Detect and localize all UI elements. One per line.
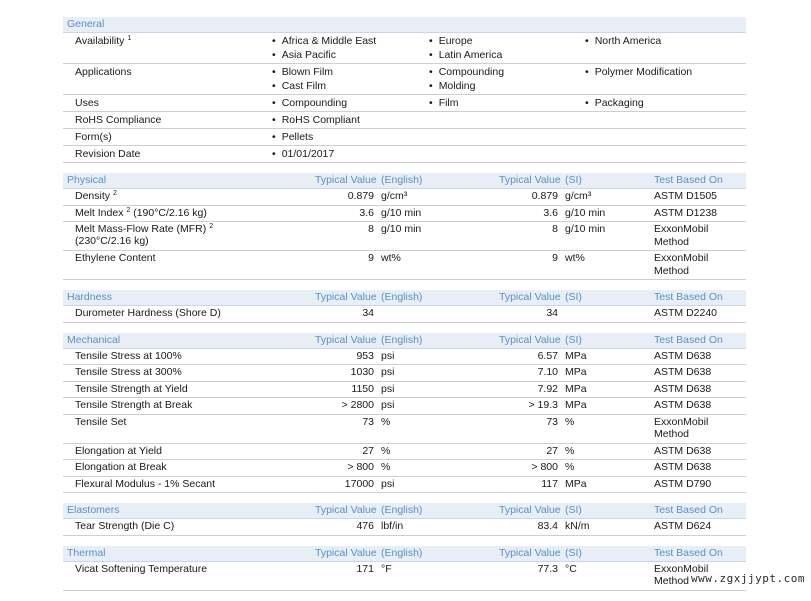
watermark: www.zgxjjypt.com xyxy=(691,572,805,585)
test-method-header: Test Based On xyxy=(654,174,723,186)
english-value: 9 xyxy=(368,252,374,264)
row-label: Form(s) xyxy=(75,131,112,143)
english-value: 17000 xyxy=(344,477,374,490)
english-unit: % xyxy=(381,415,391,428)
si-unit: % xyxy=(565,415,575,428)
si-units-header: (SI) xyxy=(565,504,582,516)
typical-value-header: Typical Value xyxy=(499,333,561,346)
si-value: 73 xyxy=(546,415,558,428)
english-value: 476 xyxy=(356,520,374,532)
section-header xyxy=(63,290,746,306)
english-value: 1030 xyxy=(350,366,374,378)
english-value: 1150 xyxy=(351,382,374,395)
si-units-header: (SI) xyxy=(565,546,582,559)
si-value: 34 xyxy=(546,307,558,319)
si-unit: °C xyxy=(565,562,577,575)
general-value-item: • Pellets xyxy=(272,131,313,143)
property-name: Melt Index $^2$ (190°C/2.16 kg) xyxy=(75,206,207,219)
si-value: 83.4 xyxy=(537,520,558,532)
english-units-header: (English) xyxy=(381,291,423,303)
english-unit: psi xyxy=(381,349,395,362)
english-unit: psi xyxy=(381,477,395,490)
si-unit: % xyxy=(565,461,575,473)
test-method: ASTM D624 xyxy=(654,520,712,532)
row-label: Availability $^1$ xyxy=(75,35,132,47)
general-value-item: • Molding xyxy=(429,80,475,92)
english-unit: psi xyxy=(381,382,395,395)
property-row xyxy=(63,398,746,415)
si-value: 6.57 xyxy=(537,349,558,362)
si-unit: g/10 min xyxy=(565,223,606,235)
general-value-item: • Latin America xyxy=(429,49,502,61)
physical-section xyxy=(63,173,746,280)
si-value: 27 xyxy=(546,444,558,457)
si-unit: MPa xyxy=(565,349,587,362)
row-label: Uses xyxy=(75,97,99,109)
test-method: ASTM D638 xyxy=(654,382,712,395)
elastomers-section xyxy=(63,503,746,536)
property-name: Elongation at Yield xyxy=(75,444,162,457)
english-value: 34 xyxy=(362,307,374,319)
test-method: ExxonMobil xyxy=(654,415,709,428)
si-value: > 800 xyxy=(531,461,558,473)
property-name: Tensile Strength at Break xyxy=(75,399,193,411)
si-unit: MPa xyxy=(565,399,587,411)
typical-value-header: Typical Value xyxy=(315,546,377,559)
row-label: Revision Date xyxy=(75,148,141,160)
general-value-item: • Cast Film xyxy=(272,80,326,92)
general-value-item: • North America xyxy=(585,35,661,47)
si-value: 0.879 xyxy=(531,190,558,202)
property-name: Tear Strength (Die C) xyxy=(75,520,175,532)
english-value: 73 xyxy=(362,415,374,428)
test-method-header: Test Based On xyxy=(654,504,723,516)
english-value: > 800 xyxy=(347,461,374,473)
test-method: Method xyxy=(654,264,690,277)
section-title: Mechanical xyxy=(67,333,121,346)
test-method-header: Test Based On xyxy=(654,546,723,559)
general-value-item: • Europe xyxy=(429,35,473,47)
test-method: ExxonMobil xyxy=(654,562,709,575)
section-title: General xyxy=(67,18,105,30)
property-name: Durometer Hardness (Shore D) xyxy=(75,307,221,319)
section-header xyxy=(63,173,746,189)
property-name: Tensile Strength at Yield xyxy=(75,382,188,395)
general-value-item: • Africa & Middle East xyxy=(272,35,376,47)
si-units-header: (SI) xyxy=(565,333,582,346)
test-method: ASTM D638 xyxy=(654,461,712,473)
english-value: > 2800 xyxy=(341,399,374,411)
property-name: Tensile Set xyxy=(75,415,127,428)
general-value-item: • 01/01/2017 xyxy=(272,148,334,160)
si-unit: wt% xyxy=(565,252,585,264)
property-name: Melt Mass-Flow Rate (MFR) $^2$ (230°C/2.16 kg) xyxy=(75,223,214,247)
footnote-ref: 2 xyxy=(209,223,214,230)
general-value-item: • Asia Pacific xyxy=(272,49,336,61)
english-unit: wt% xyxy=(381,252,401,264)
typical-value-header: Typical Value xyxy=(499,504,561,516)
english-unit: g/cm³ xyxy=(381,190,408,202)
row-label: RoHS Compliance xyxy=(75,114,162,126)
section-title: Elastomers xyxy=(67,504,120,516)
typical-value-header: Typical Value xyxy=(499,291,561,303)
english-value: 953 xyxy=(356,349,374,362)
general-section xyxy=(63,17,746,163)
property-row xyxy=(63,519,746,536)
general-row-applications xyxy=(63,64,746,95)
property-row xyxy=(63,251,746,280)
test-method: ASTM D638 xyxy=(654,399,712,411)
property-row xyxy=(63,365,746,382)
property-row xyxy=(63,189,746,206)
property-name: Density $^2$ xyxy=(75,190,117,202)
test-method: ASTM D2240 xyxy=(654,307,718,319)
test-method: ASTM D1505 xyxy=(654,190,718,202)
si-unit: g/10 min xyxy=(565,206,606,219)
section-header xyxy=(63,17,746,33)
property-name: Elongation at Break xyxy=(75,461,167,473)
english-unit: % xyxy=(381,461,391,473)
english-units-header: (English) xyxy=(381,546,423,559)
typical-value-header: Typical Value xyxy=(315,291,377,303)
property-row xyxy=(63,562,746,591)
general-value-item: • Compounding xyxy=(429,66,504,78)
general-row-revision xyxy=(63,146,746,163)
property-row xyxy=(63,222,746,251)
si-unit: g/cm³ xyxy=(565,190,592,202)
si-value: 117 xyxy=(541,477,558,490)
english-units-header: (English) xyxy=(381,504,423,516)
test-method: Method xyxy=(654,235,690,248)
si-unit: MPa xyxy=(565,366,587,378)
footnote-ref: 2 xyxy=(126,206,131,214)
test-method: ExxonMobil xyxy=(654,252,709,264)
typical-value-header: Typical Value xyxy=(499,546,561,559)
property-name: Tensile Stress at 300% xyxy=(75,366,182,378)
general-row-uses xyxy=(63,95,746,112)
english-unit: g/10 min xyxy=(381,223,422,235)
general-value-item: • Blown Film xyxy=(272,66,333,78)
general-value-item: • Film xyxy=(429,97,459,109)
section-header xyxy=(63,546,746,562)
si-unit: MPa xyxy=(565,382,587,395)
property-name: Tensile Stress at 100% xyxy=(75,349,182,362)
property-name: Vicat Softening Temperature xyxy=(75,562,208,575)
english-unit: psi xyxy=(381,366,395,378)
english-units-header: (English) xyxy=(381,174,423,186)
test-method: ASTM D638 xyxy=(654,349,712,362)
si-value: 9 xyxy=(552,252,558,264)
datasheet xyxy=(63,17,746,601)
property-row xyxy=(63,415,746,444)
si-units-header: (SI) xyxy=(565,291,582,303)
si-value: 7.92 xyxy=(537,382,558,395)
general-value-item: • Compounding xyxy=(272,97,347,109)
general-row-rohs xyxy=(63,112,746,129)
property-row xyxy=(63,460,746,477)
general-value-item: • Polymer Modification xyxy=(585,66,692,78)
test-method: ASTM D1238 xyxy=(654,206,718,219)
english-unit: psi xyxy=(381,399,395,411)
english-value: 27 xyxy=(362,444,374,457)
test-method: ExxonMobil xyxy=(654,223,709,235)
section-title: Thermal xyxy=(67,546,106,559)
test-method: ASTM D638 xyxy=(654,366,712,378)
english-unit: °F xyxy=(381,562,392,575)
property-row xyxy=(63,306,746,323)
english-value: 3.6 xyxy=(359,206,374,219)
english-unit: % xyxy=(381,444,391,457)
property-row xyxy=(63,206,746,223)
english-units-header: (English) xyxy=(381,333,423,346)
general-row-forms xyxy=(63,129,746,146)
row-label: Applications xyxy=(75,66,132,78)
property-row xyxy=(63,477,746,494)
si-value: 8 xyxy=(552,223,558,235)
si-unit: kN/m xyxy=(565,520,590,532)
english-value: 171 xyxy=(356,562,374,575)
test-method: Method xyxy=(654,575,690,587)
typical-value-header: Typical Value xyxy=(315,333,377,346)
section-title: Physical xyxy=(67,174,107,186)
test-method: ASTM D638 xyxy=(654,444,712,457)
general-value-item: • RoHS Compliant xyxy=(272,114,360,126)
property-row xyxy=(63,444,746,461)
thermal-section xyxy=(63,546,746,591)
property-row xyxy=(63,349,746,366)
si-unit: MPa xyxy=(565,477,587,490)
section-header xyxy=(63,503,746,519)
footnote-ref: 1 xyxy=(127,35,132,42)
property-name: Ethylene Content xyxy=(75,252,156,264)
typical-value-header: Typical Value xyxy=(315,174,377,186)
general-value-item: • Packaging xyxy=(585,97,644,109)
english-unit: g/10 min xyxy=(381,206,422,219)
typical-value-header: Typical Value xyxy=(499,174,561,186)
english-value: 0.879 xyxy=(347,190,374,202)
si-units-header: (SI) xyxy=(565,174,582,186)
test-method-header: Test Based On xyxy=(654,291,723,303)
test-method: ASTM D790 xyxy=(654,477,712,490)
si-value: 77.3 xyxy=(537,562,558,575)
english-unit: lbf/in xyxy=(381,520,404,532)
si-value: 7.10 xyxy=(537,366,558,378)
test-method: Method xyxy=(654,428,690,440)
property-name: Flexural Modulus - 1% Secant xyxy=(75,477,216,490)
test-method-header: Test Based On xyxy=(654,333,723,346)
si-unit: % xyxy=(565,444,575,457)
property-row xyxy=(63,382,746,399)
general-row-availability xyxy=(63,33,746,64)
english-value: 8 xyxy=(368,223,374,235)
si-value: 3.6 xyxy=(543,206,558,219)
section-title: Hardness xyxy=(67,291,112,303)
section-header xyxy=(63,333,746,349)
typical-value-header: Typical Value xyxy=(315,504,377,516)
footnote-ref: 2 xyxy=(112,190,117,197)
hardness-section xyxy=(63,290,746,323)
si-value: > 19.3 xyxy=(528,399,558,411)
mechanical-section xyxy=(63,333,746,494)
